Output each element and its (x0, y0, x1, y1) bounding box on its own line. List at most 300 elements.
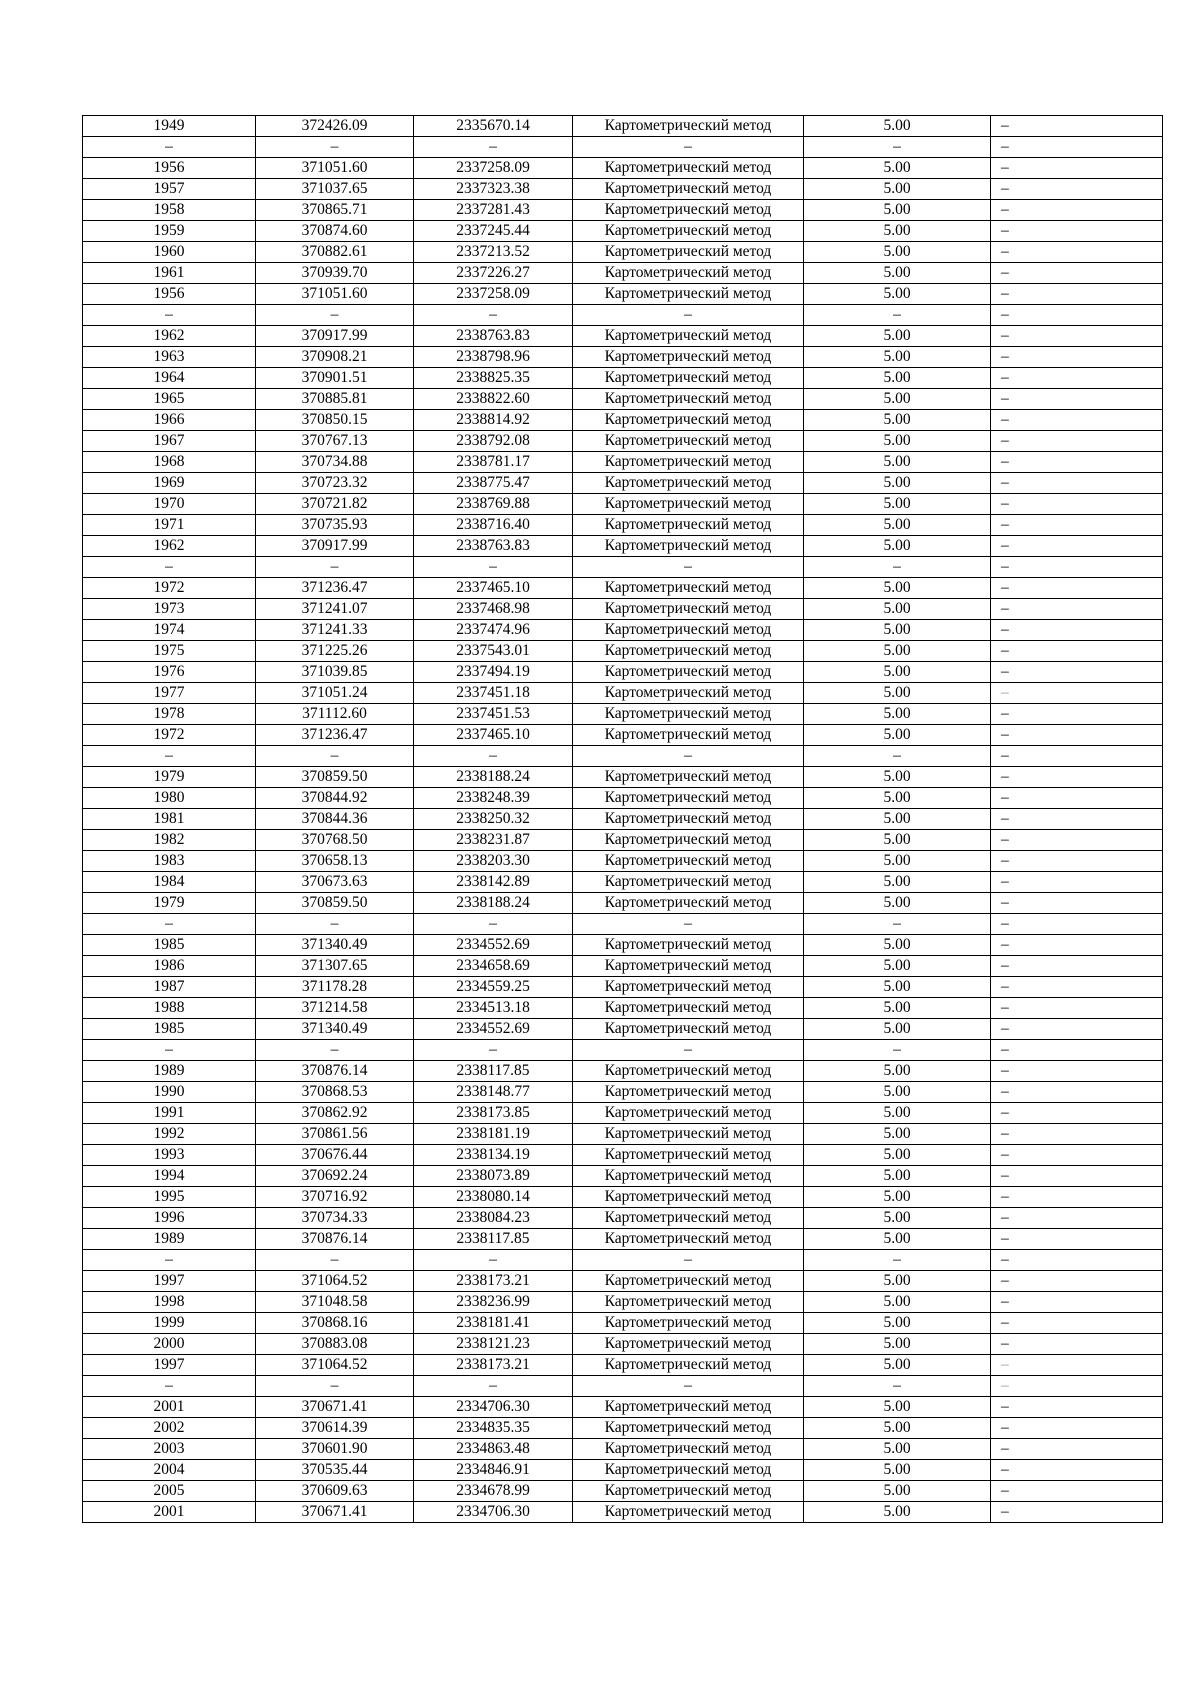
accuracy-cell: 5.00 (804, 1103, 991, 1124)
accuracy-cell: 5.00 (804, 1481, 991, 1502)
x-coordinate-cell: 370734.33 (256, 1208, 414, 1229)
accuracy-cell: 5.00 (804, 1082, 991, 1103)
x-coordinate-cell: 371236.47 (256, 578, 414, 599)
point-number-cell: 1960 (83, 242, 256, 263)
description-cell: – (991, 1271, 1163, 1292)
description-cell: – (991, 410, 1163, 431)
description-cell: – (991, 1124, 1163, 1145)
description-cell: – (991, 452, 1163, 473)
method-cell: Картометрический метод (573, 998, 804, 1019)
table-row (83, 1334, 1163, 1355)
method-cell: Картометрический метод (573, 725, 804, 746)
table-row (83, 368, 1163, 389)
method-cell: Картометрический метод (573, 1292, 804, 1313)
separator-row (83, 557, 1163, 578)
x-coordinate-cell: 371340.49 (256, 935, 414, 956)
accuracy-cell: 5.00 (804, 1061, 991, 1082)
y-coordinate-cell: 2334658.69 (414, 956, 573, 977)
y-coordinate-cell: 2338781.17 (414, 452, 573, 473)
point-number-cell: – (83, 1376, 256, 1397)
point-number-cell: 1976 (83, 662, 256, 683)
point-number-cell: 1989 (83, 1229, 256, 1250)
x-coordinate-cell: 370874.60 (256, 221, 414, 242)
method-cell: Картометрический метод (573, 1082, 804, 1103)
accuracy-cell: 5.00 (804, 1166, 991, 1187)
y-coordinate-cell: – (414, 746, 573, 767)
point-number-cell: – (83, 305, 256, 326)
point-number-cell: 1957 (83, 179, 256, 200)
accuracy-cell: 5.00 (804, 452, 991, 473)
accuracy-cell: 5.00 (804, 389, 991, 410)
description-cell: – (991, 914, 1163, 935)
point-number-cell: 1989 (83, 1061, 256, 1082)
point-number-cell: 1981 (83, 809, 256, 830)
method-cell: – (573, 1250, 804, 1271)
accuracy-cell: – (804, 1040, 991, 1061)
point-number-cell: 2002 (83, 1418, 256, 1439)
point-number-cell: 1971 (83, 515, 256, 536)
table-row (83, 473, 1163, 494)
y-coordinate-cell: 2338236.99 (414, 1292, 573, 1313)
x-coordinate-cell: – (256, 1040, 414, 1061)
method-cell: Картометрический метод (573, 1166, 804, 1187)
description-cell: – (991, 1208, 1163, 1229)
table-row (83, 1271, 1163, 1292)
description-cell: – (991, 473, 1163, 494)
x-coordinate-cell: 371214.58 (256, 998, 414, 1019)
y-coordinate-cell: – (414, 1040, 573, 1061)
description-cell: – (991, 746, 1163, 767)
x-coordinate-cell: 370865.71 (256, 200, 414, 221)
accuracy-cell: 5.00 (804, 662, 991, 683)
y-coordinate-cell: – (414, 305, 573, 326)
description-cell: – (991, 1145, 1163, 1166)
method-cell: Картометрический метод (573, 515, 804, 536)
method-cell: Картометрический метод (573, 683, 804, 704)
accuracy-cell: 5.00 (804, 1208, 991, 1229)
description-cell: – (991, 137, 1163, 158)
accuracy-cell: 5.00 (804, 1355, 991, 1376)
table-row (83, 326, 1163, 347)
method-cell: – (573, 305, 804, 326)
description-cell: – (991, 578, 1163, 599)
accuracy-cell: 5.00 (804, 368, 991, 389)
accuracy-cell: 5.00 (804, 620, 991, 641)
separator-row (83, 305, 1163, 326)
table-row (83, 116, 1163, 137)
point-number-cell: 1973 (83, 599, 256, 620)
table-row (83, 1313, 1163, 1334)
accuracy-cell: 5.00 (804, 284, 991, 305)
method-cell: Картометрический метод (573, 1481, 804, 1502)
separator-row (83, 914, 1163, 935)
x-coordinate-cell: 370859.50 (256, 893, 414, 914)
method-cell: Картометрический метод (573, 578, 804, 599)
y-coordinate-cell: 2338775.47 (414, 473, 573, 494)
point-number-cell: 1995 (83, 1187, 256, 1208)
accuracy-cell: 5.00 (804, 977, 991, 998)
y-coordinate-cell: 2338142.89 (414, 872, 573, 893)
description-cell: – (991, 1418, 1163, 1439)
y-coordinate-cell: 2337226.27 (414, 263, 573, 284)
table-row (83, 263, 1163, 284)
y-coordinate-cell: 2338825.35 (414, 368, 573, 389)
table-row (83, 452, 1163, 473)
method-cell: Картометрический метод (573, 221, 804, 242)
x-coordinate-cell: 370868.53 (256, 1082, 414, 1103)
point-number-cell: 2001 (83, 1502, 256, 1523)
x-coordinate-cell: 370658.13 (256, 851, 414, 872)
point-number-cell: 1997 (83, 1271, 256, 1292)
accuracy-cell: 5.00 (804, 1145, 991, 1166)
point-number-cell: 1974 (83, 620, 256, 641)
accuracy-cell: – (804, 305, 991, 326)
x-coordinate-cell: 370939.70 (256, 263, 414, 284)
point-number-cell: 1972 (83, 578, 256, 599)
x-coordinate-cell: – (256, 746, 414, 767)
method-cell: Картометрический метод (573, 641, 804, 662)
y-coordinate-cell: 2337465.10 (414, 725, 573, 746)
table-row (83, 977, 1163, 998)
method-cell: Картометрический метод (573, 200, 804, 221)
accuracy-cell: 5.00 (804, 515, 991, 536)
method-cell: Картометрический метод (573, 389, 804, 410)
table-row (83, 1439, 1163, 1460)
table-row (83, 389, 1163, 410)
point-number-cell: – (83, 914, 256, 935)
description-cell: – (991, 284, 1163, 305)
description-cell: – (991, 1313, 1163, 1334)
method-cell: Картометрический метод (573, 158, 804, 179)
x-coordinate-cell: 371064.52 (256, 1271, 414, 1292)
y-coordinate-cell: 2338203.30 (414, 851, 573, 872)
x-coordinate-cell: 370671.41 (256, 1502, 414, 1523)
accuracy-cell: 5.00 (804, 242, 991, 263)
method-cell: Картометрический метод (573, 410, 804, 431)
x-coordinate-cell: 370768.50 (256, 830, 414, 851)
table-row (83, 410, 1163, 431)
point-number-cell: 1972 (83, 725, 256, 746)
method-cell: Картометрический метод (573, 662, 804, 683)
x-coordinate-cell: 371236.47 (256, 725, 414, 746)
table-row (83, 200, 1163, 221)
point-number-cell: 1979 (83, 893, 256, 914)
point-number-cell: 1962 (83, 326, 256, 347)
table-row (83, 536, 1163, 557)
y-coordinate-cell: 2337474.96 (414, 620, 573, 641)
method-cell: Картометрический метод (573, 704, 804, 725)
y-coordinate-cell: 2334846.91 (414, 1460, 573, 1481)
y-coordinate-cell: 2338231.87 (414, 830, 573, 851)
y-coordinate-cell: 2335670.14 (414, 116, 573, 137)
description-cell: – (991, 1481, 1163, 1502)
x-coordinate-cell: – (256, 1250, 414, 1271)
table-row (83, 179, 1163, 200)
table-row (83, 830, 1163, 851)
method-cell: Картометрический метод (573, 1313, 804, 1334)
accuracy-cell: 5.00 (804, 725, 991, 746)
x-coordinate-cell: 370844.36 (256, 809, 414, 830)
method-cell: Картометрический метод (573, 1439, 804, 1460)
x-coordinate-cell: 370862.92 (256, 1103, 414, 1124)
table-row (83, 704, 1163, 725)
x-coordinate-cell: 371064.52 (256, 1355, 414, 1376)
accuracy-cell: 5.00 (804, 347, 991, 368)
accuracy-cell: 5.00 (804, 1271, 991, 1292)
y-coordinate-cell: 2337451.18 (414, 683, 573, 704)
x-coordinate-cell: 370917.99 (256, 326, 414, 347)
accuracy-cell: – (804, 746, 991, 767)
point-number-cell: 1964 (83, 368, 256, 389)
accuracy-cell: 5.00 (804, 956, 991, 977)
x-coordinate-cell: 370767.13 (256, 431, 414, 452)
table-row (83, 1355, 1163, 1376)
table-row (83, 1082, 1163, 1103)
y-coordinate-cell: 2338181.41 (414, 1313, 573, 1334)
table-row (83, 1292, 1163, 1313)
x-coordinate-cell: 371225.26 (256, 641, 414, 662)
method-cell: Картометрический метод (573, 1355, 804, 1376)
x-coordinate-cell: 370901.51 (256, 368, 414, 389)
y-coordinate-cell: 2337465.10 (414, 578, 573, 599)
accuracy-cell: 5.00 (804, 1418, 991, 1439)
description-cell: – (991, 242, 1163, 263)
table-row (83, 935, 1163, 956)
method-cell: Картометрический метод (573, 1502, 804, 1523)
x-coordinate-cell: 371340.49 (256, 1019, 414, 1040)
method-cell: Картометрический метод (573, 767, 804, 788)
x-coordinate-cell: 371241.07 (256, 599, 414, 620)
accuracy-cell: 5.00 (804, 998, 991, 1019)
table-row (83, 515, 1163, 536)
description-cell: – (991, 1187, 1163, 1208)
table-row (83, 1145, 1163, 1166)
method-cell: Картометрический метод (573, 1124, 804, 1145)
point-number-cell: 1978 (83, 704, 256, 725)
table-row (83, 1166, 1163, 1187)
point-number-cell: 1962 (83, 536, 256, 557)
y-coordinate-cell: 2338769.88 (414, 494, 573, 515)
x-coordinate-cell: 370908.21 (256, 347, 414, 368)
description-cell: – (991, 1502, 1163, 1523)
y-coordinate-cell: 2337213.52 (414, 242, 573, 263)
description-cell: – (991, 683, 1163, 704)
description-cell: – (991, 557, 1163, 578)
x-coordinate-cell: 370735.93 (256, 515, 414, 536)
description-cell: – (991, 200, 1163, 221)
y-coordinate-cell: 2334706.30 (414, 1502, 573, 1523)
description-cell: – (991, 1460, 1163, 1481)
description-cell: – (991, 368, 1163, 389)
accuracy-cell: 5.00 (804, 494, 991, 515)
description-cell: – (991, 956, 1163, 977)
y-coordinate-cell: 2338763.83 (414, 536, 573, 557)
table-row (83, 221, 1163, 242)
description-cell: – (991, 431, 1163, 452)
accuracy-cell: 5.00 (804, 431, 991, 452)
x-coordinate-cell: – (256, 914, 414, 935)
table-row (83, 1481, 1163, 1502)
y-coordinate-cell: 2337494.19 (414, 662, 573, 683)
y-coordinate-cell: 2338148.77 (414, 1082, 573, 1103)
x-coordinate-cell: – (256, 557, 414, 578)
point-number-cell: 1966 (83, 410, 256, 431)
y-coordinate-cell: 2338173.21 (414, 1271, 573, 1292)
point-number-cell: 1975 (83, 641, 256, 662)
point-number-cell: 1996 (83, 1208, 256, 1229)
description-cell: – (991, 1397, 1163, 1418)
method-cell: Картометрический метод (573, 431, 804, 452)
point-number-cell: 1984 (83, 872, 256, 893)
description-cell: – (991, 1082, 1163, 1103)
table-row (83, 1103, 1163, 1124)
method-cell: Картометрический метод (573, 347, 804, 368)
accuracy-cell: 5.00 (804, 221, 991, 242)
y-coordinate-cell: 2338173.85 (414, 1103, 573, 1124)
coordinates-table (82, 115, 1163, 1523)
table-row (83, 1502, 1163, 1523)
method-cell: Картометрический метод (573, 116, 804, 137)
point-number-cell: – (83, 746, 256, 767)
x-coordinate-cell: 371241.33 (256, 620, 414, 641)
point-number-cell: 1968 (83, 452, 256, 473)
accuracy-cell: 5.00 (804, 200, 991, 221)
method-cell: Картометрический метод (573, 1271, 804, 1292)
accuracy-cell: 5.00 (804, 599, 991, 620)
x-coordinate-cell: 371112.60 (256, 704, 414, 725)
y-coordinate-cell: 2338084.23 (414, 1208, 573, 1229)
method-cell: Картометрический метод (573, 872, 804, 893)
y-coordinate-cell: 2338173.21 (414, 1355, 573, 1376)
accuracy-cell: 5.00 (804, 179, 991, 200)
y-coordinate-cell: 2334513.18 (414, 998, 573, 1019)
method-cell: Картометрический метод (573, 263, 804, 284)
table-row (83, 1124, 1163, 1145)
description-cell: – (991, 620, 1163, 641)
point-number-cell: 2000 (83, 1334, 256, 1355)
y-coordinate-cell: 2337245.44 (414, 221, 573, 242)
x-coordinate-cell: 370917.99 (256, 536, 414, 557)
point-number-cell: 1992 (83, 1124, 256, 1145)
table-row (83, 725, 1163, 746)
accuracy-cell: 5.00 (804, 683, 991, 704)
method-cell: – (573, 557, 804, 578)
point-number-cell: 1998 (83, 1292, 256, 1313)
y-coordinate-cell: 2338073.89 (414, 1166, 573, 1187)
y-coordinate-cell: – (414, 914, 573, 935)
point-number-cell: 1980 (83, 788, 256, 809)
accuracy-cell: 5.00 (804, 788, 991, 809)
method-cell: Картометрический метод (573, 1334, 804, 1355)
description-cell: – (991, 872, 1163, 893)
table-row (83, 767, 1163, 788)
y-coordinate-cell: 2338716.40 (414, 515, 573, 536)
y-coordinate-cell: 2338814.92 (414, 410, 573, 431)
accuracy-cell: – (804, 914, 991, 935)
accuracy-cell: – (804, 1250, 991, 1271)
accuracy-cell: 5.00 (804, 851, 991, 872)
description-cell: – (991, 1355, 1163, 1376)
point-number-cell: 1997 (83, 1355, 256, 1376)
y-coordinate-cell: 2334559.25 (414, 977, 573, 998)
y-coordinate-cell: – (414, 1376, 573, 1397)
description-cell: – (991, 389, 1163, 410)
x-coordinate-cell: 371051.60 (256, 158, 414, 179)
accuracy-cell: 5.00 (804, 1187, 991, 1208)
table-row (83, 494, 1163, 515)
accuracy-cell: 5.00 (804, 1397, 991, 1418)
x-coordinate-cell: 370876.14 (256, 1229, 414, 1250)
point-number-cell: 2003 (83, 1439, 256, 1460)
accuracy-cell: 5.00 (804, 935, 991, 956)
method-cell: – (573, 746, 804, 767)
description-cell: – (991, 116, 1163, 137)
accuracy-cell: 5.00 (804, 1313, 991, 1334)
point-number-cell: 1982 (83, 830, 256, 851)
description-cell: – (991, 1103, 1163, 1124)
x-coordinate-cell: 370883.08 (256, 1334, 414, 1355)
point-number-cell: 1985 (83, 1019, 256, 1040)
method-cell: Картометрический метод (573, 851, 804, 872)
x-coordinate-cell: 370882.61 (256, 242, 414, 263)
method-cell: – (573, 1376, 804, 1397)
point-number-cell: 1969 (83, 473, 256, 494)
separator-row (83, 1376, 1163, 1397)
x-coordinate-cell: – (256, 1376, 414, 1397)
x-coordinate-cell: 370876.14 (256, 1061, 414, 1082)
description-cell: – (991, 326, 1163, 347)
method-cell: – (573, 914, 804, 935)
y-coordinate-cell: 2337258.09 (414, 158, 573, 179)
method-cell: Картометрический метод (573, 1145, 804, 1166)
table-row (83, 1397, 1163, 1418)
table-row (83, 1229, 1163, 1250)
accuracy-cell: – (804, 557, 991, 578)
accuracy-cell: 5.00 (804, 809, 991, 830)
method-cell: Картометрический метод (573, 1103, 804, 1124)
method-cell: Картометрический метод (573, 452, 804, 473)
point-number-cell: 1990 (83, 1082, 256, 1103)
y-coordinate-cell: 2337543.01 (414, 641, 573, 662)
y-coordinate-cell: – (414, 1250, 573, 1271)
x-coordinate-cell: 371178.28 (256, 977, 414, 998)
table-row (83, 998, 1163, 1019)
description-cell: – (991, 767, 1163, 788)
method-cell: Картометрический метод (573, 788, 804, 809)
x-coordinate-cell: 370614.39 (256, 1418, 414, 1439)
separator-row (83, 137, 1163, 158)
x-coordinate-cell: 371051.24 (256, 683, 414, 704)
point-number-cell: 1987 (83, 977, 256, 998)
method-cell: Картометрический метод (573, 242, 804, 263)
method-cell: Картометрический метод (573, 494, 804, 515)
method-cell: Картометрический метод (573, 1460, 804, 1481)
point-number-cell: – (83, 137, 256, 158)
table-row (83, 1187, 1163, 1208)
point-number-cell: 1959 (83, 221, 256, 242)
description-cell: – (991, 893, 1163, 914)
method-cell: Картометрический метод (573, 1061, 804, 1082)
table-row (83, 662, 1163, 683)
description-cell: – (991, 221, 1163, 242)
table-row (83, 893, 1163, 914)
x-coordinate-cell: 372426.09 (256, 116, 414, 137)
description-cell: – (991, 725, 1163, 746)
description-cell: – (991, 1019, 1163, 1040)
y-coordinate-cell: 2334678.99 (414, 1481, 573, 1502)
table-row (83, 641, 1163, 662)
description-cell: – (991, 851, 1163, 872)
